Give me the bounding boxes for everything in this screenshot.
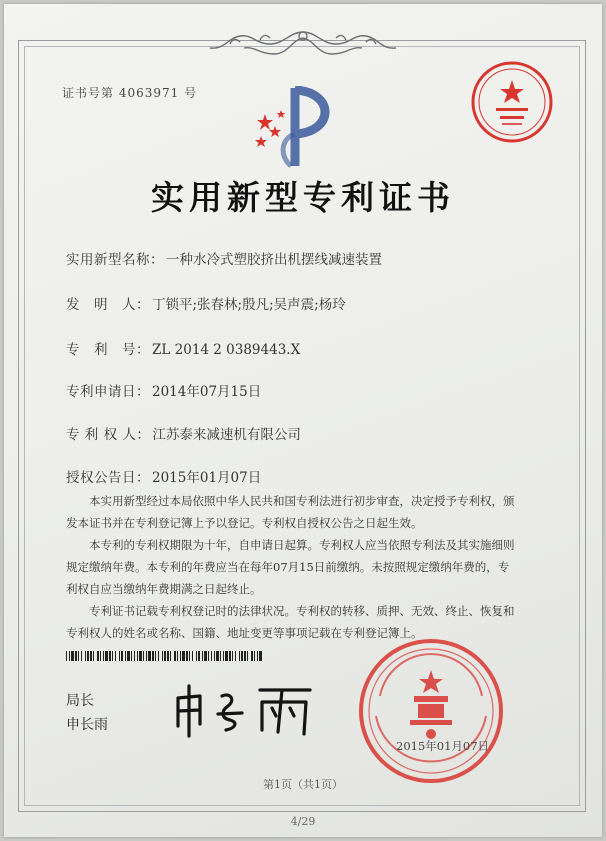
- certificate-number: [62, 84, 197, 101]
- barcode-bar: [189, 651, 190, 661]
- certificate-body: [66, 490, 548, 644]
- filing-date-row: [66, 380, 261, 400]
- barcode-bar: [170, 651, 171, 661]
- agency-seal-icon: [470, 60, 554, 144]
- barcode-bar: [148, 651, 151, 661]
- barcode-bar: [211, 651, 212, 661]
- barcode-bar: [232, 651, 233, 661]
- body-line: 本实用新型经过本局依照中华人民共和国专利法进行初步审查，决定授予专利权，颁: [89, 494, 515, 508]
- barcode-bar: [186, 651, 188, 661]
- barcode-bar: [239, 651, 240, 661]
- page-title: 实用新型专利证书: [151, 178, 455, 217]
- barcode-bar: [71, 651, 74, 661]
- body-line: 利权自应当缴纳年费期满之日起终止。: [66, 582, 262, 596]
- barcode-bar: [202, 651, 203, 661]
- barcode-bar: [119, 651, 120, 661]
- barcode-bar: [146, 651, 147, 661]
- barcode-bar: [109, 651, 111, 661]
- barcode-bar: [105, 651, 108, 661]
- certificate-number-value: 4063971: [118, 86, 180, 100]
- barcode-bar: [204, 651, 207, 661]
- patentee-value: 江苏泰来减速机有限公司: [152, 427, 301, 443]
- page-counter: 4/29: [290, 815, 316, 828]
- barcode-bar: [229, 651, 231, 661]
- barcode-bar: [208, 651, 209, 661]
- body-line: 专利权人的姓名或名称、国籍、地址变更等事项记载在专利登记簿上。: [66, 626, 423, 640]
- body-line: 本专利的专利权期限为十年，自申请日起算。专利权人应当依照专利法及其实施细则: [89, 538, 515, 552]
- barcode-bar: [134, 651, 135, 661]
- inventor-label: 发 明 人：: [66, 297, 150, 313]
- barcode-bar: [180, 651, 181, 661]
- barcode-bar: [158, 651, 159, 661]
- barcode-bar: [225, 651, 228, 661]
- patent-number-row: [66, 338, 300, 358]
- barcode-bar: [125, 651, 126, 661]
- barcode-bar: [112, 651, 113, 661]
- page-indicator: 第1页（共1页）: [263, 778, 343, 791]
- barcode-bar: [115, 651, 116, 661]
- barcode-bar: [257, 651, 258, 661]
- barcode-bar: [97, 651, 99, 661]
- barcode-bar: [93, 651, 94, 661]
- inventor-value: 丁锁平;张春林;殷凡;吴声震;杨玲: [152, 297, 346, 313]
- barcode-bar: [251, 651, 253, 661]
- body-line: 专利证书记载专利权登记时的法律状况。专利权的转移、质押、无效、终止、恢复和: [89, 604, 515, 618]
- barcode-bar: [198, 651, 200, 661]
- barcode-bar: [174, 651, 176, 661]
- barcode-bar: [78, 651, 79, 661]
- barcode-bar: [244, 651, 246, 661]
- inventor-row: [66, 293, 346, 313]
- barcode-bar: [254, 651, 255, 661]
- filing-date-label: 专利申请日：: [66, 384, 150, 400]
- barcode-icon: [66, 651, 262, 661]
- barcode-bar: [177, 651, 178, 661]
- national-emblem-seal-icon: [356, 636, 506, 786]
- announcement-date-value: 2015年01月07日: [152, 470, 262, 486]
- patentee-label: 专 利 权 人：: [66, 427, 151, 443]
- barcode-bar: [259, 651, 262, 661]
- body-line: 规定缴纳年费。本专利的年费应当在每年07月15日前缴纳。未按照规定缴纳年费的，专: [66, 560, 510, 574]
- patent-number-value: ZL 2014 2 0389443.X: [152, 342, 301, 358]
- barcode-bar: [85, 651, 86, 661]
- certificate-number-suffix: 号: [184, 86, 198, 100]
- announcement-date-row: [66, 466, 261, 486]
- utility-model-name-value: 一种水冷式塑胶挤出机摆线减速装置: [166, 252, 382, 268]
- barcode-bar: [127, 651, 130, 661]
- barcode-bar: [167, 651, 169, 661]
- barcode-bar: [155, 651, 156, 661]
- barcode-bar: [192, 651, 193, 661]
- barcode-bar: [220, 651, 221, 661]
- barcode-bar: [100, 651, 101, 661]
- barcode-bar: [103, 651, 104, 661]
- barcode-bar: [182, 651, 185, 661]
- utility-model-name-row: [66, 248, 382, 268]
- barcode-bar: [143, 651, 144, 661]
- barcode-bar: [81, 651, 82, 661]
- patent-number-label: 专 利 号：: [66, 342, 150, 358]
- certificate-number-label: 证书号第: [62, 86, 115, 100]
- barcode-bar: [66, 651, 67, 661]
- barcode-bar: [162, 651, 163, 661]
- barcode-bar: [75, 651, 77, 661]
- barcode-bar: [216, 651, 219, 661]
- barcode-bar: [164, 651, 166, 661]
- patentee-row: [66, 423, 301, 443]
- barcode-bar: [139, 651, 142, 661]
- barcode-bar: [69, 651, 70, 661]
- barcode-bar: [131, 651, 132, 661]
- signer-name: 申长雨: [66, 717, 108, 733]
- body-line: 发本证书并在专利登记簿上予以登记。专利权自授权公告之日起生效。: [66, 516, 423, 530]
- seal-date: 2015年01月07日: [396, 739, 490, 753]
- barcode-bar: [241, 651, 243, 661]
- barcode-bar: [235, 651, 236, 661]
- barcode-bar: [214, 651, 215, 661]
- signature-icon: [170, 680, 320, 740]
- barcode-bar: [137, 651, 138, 661]
- barcode-bar: [196, 651, 197, 661]
- barcode-bar: [90, 651, 92, 661]
- barcode-bar: [247, 651, 248, 661]
- barcode-bar: [152, 651, 154, 661]
- utility-model-name-label: 实用新型名称：: [66, 252, 164, 268]
- sipo-logo-icon: [255, 86, 335, 170]
- barcode-bar: [87, 651, 89, 661]
- ornament-icon: [200, 26, 406, 66]
- announcement-date-label: 授权公告日：: [66, 470, 150, 486]
- barcode-bar: [121, 651, 123, 661]
- filing-date-value: 2014年07月15日: [152, 384, 262, 400]
- barcode-bar: [223, 651, 224, 661]
- signer-title: 局长: [66, 693, 94, 709]
